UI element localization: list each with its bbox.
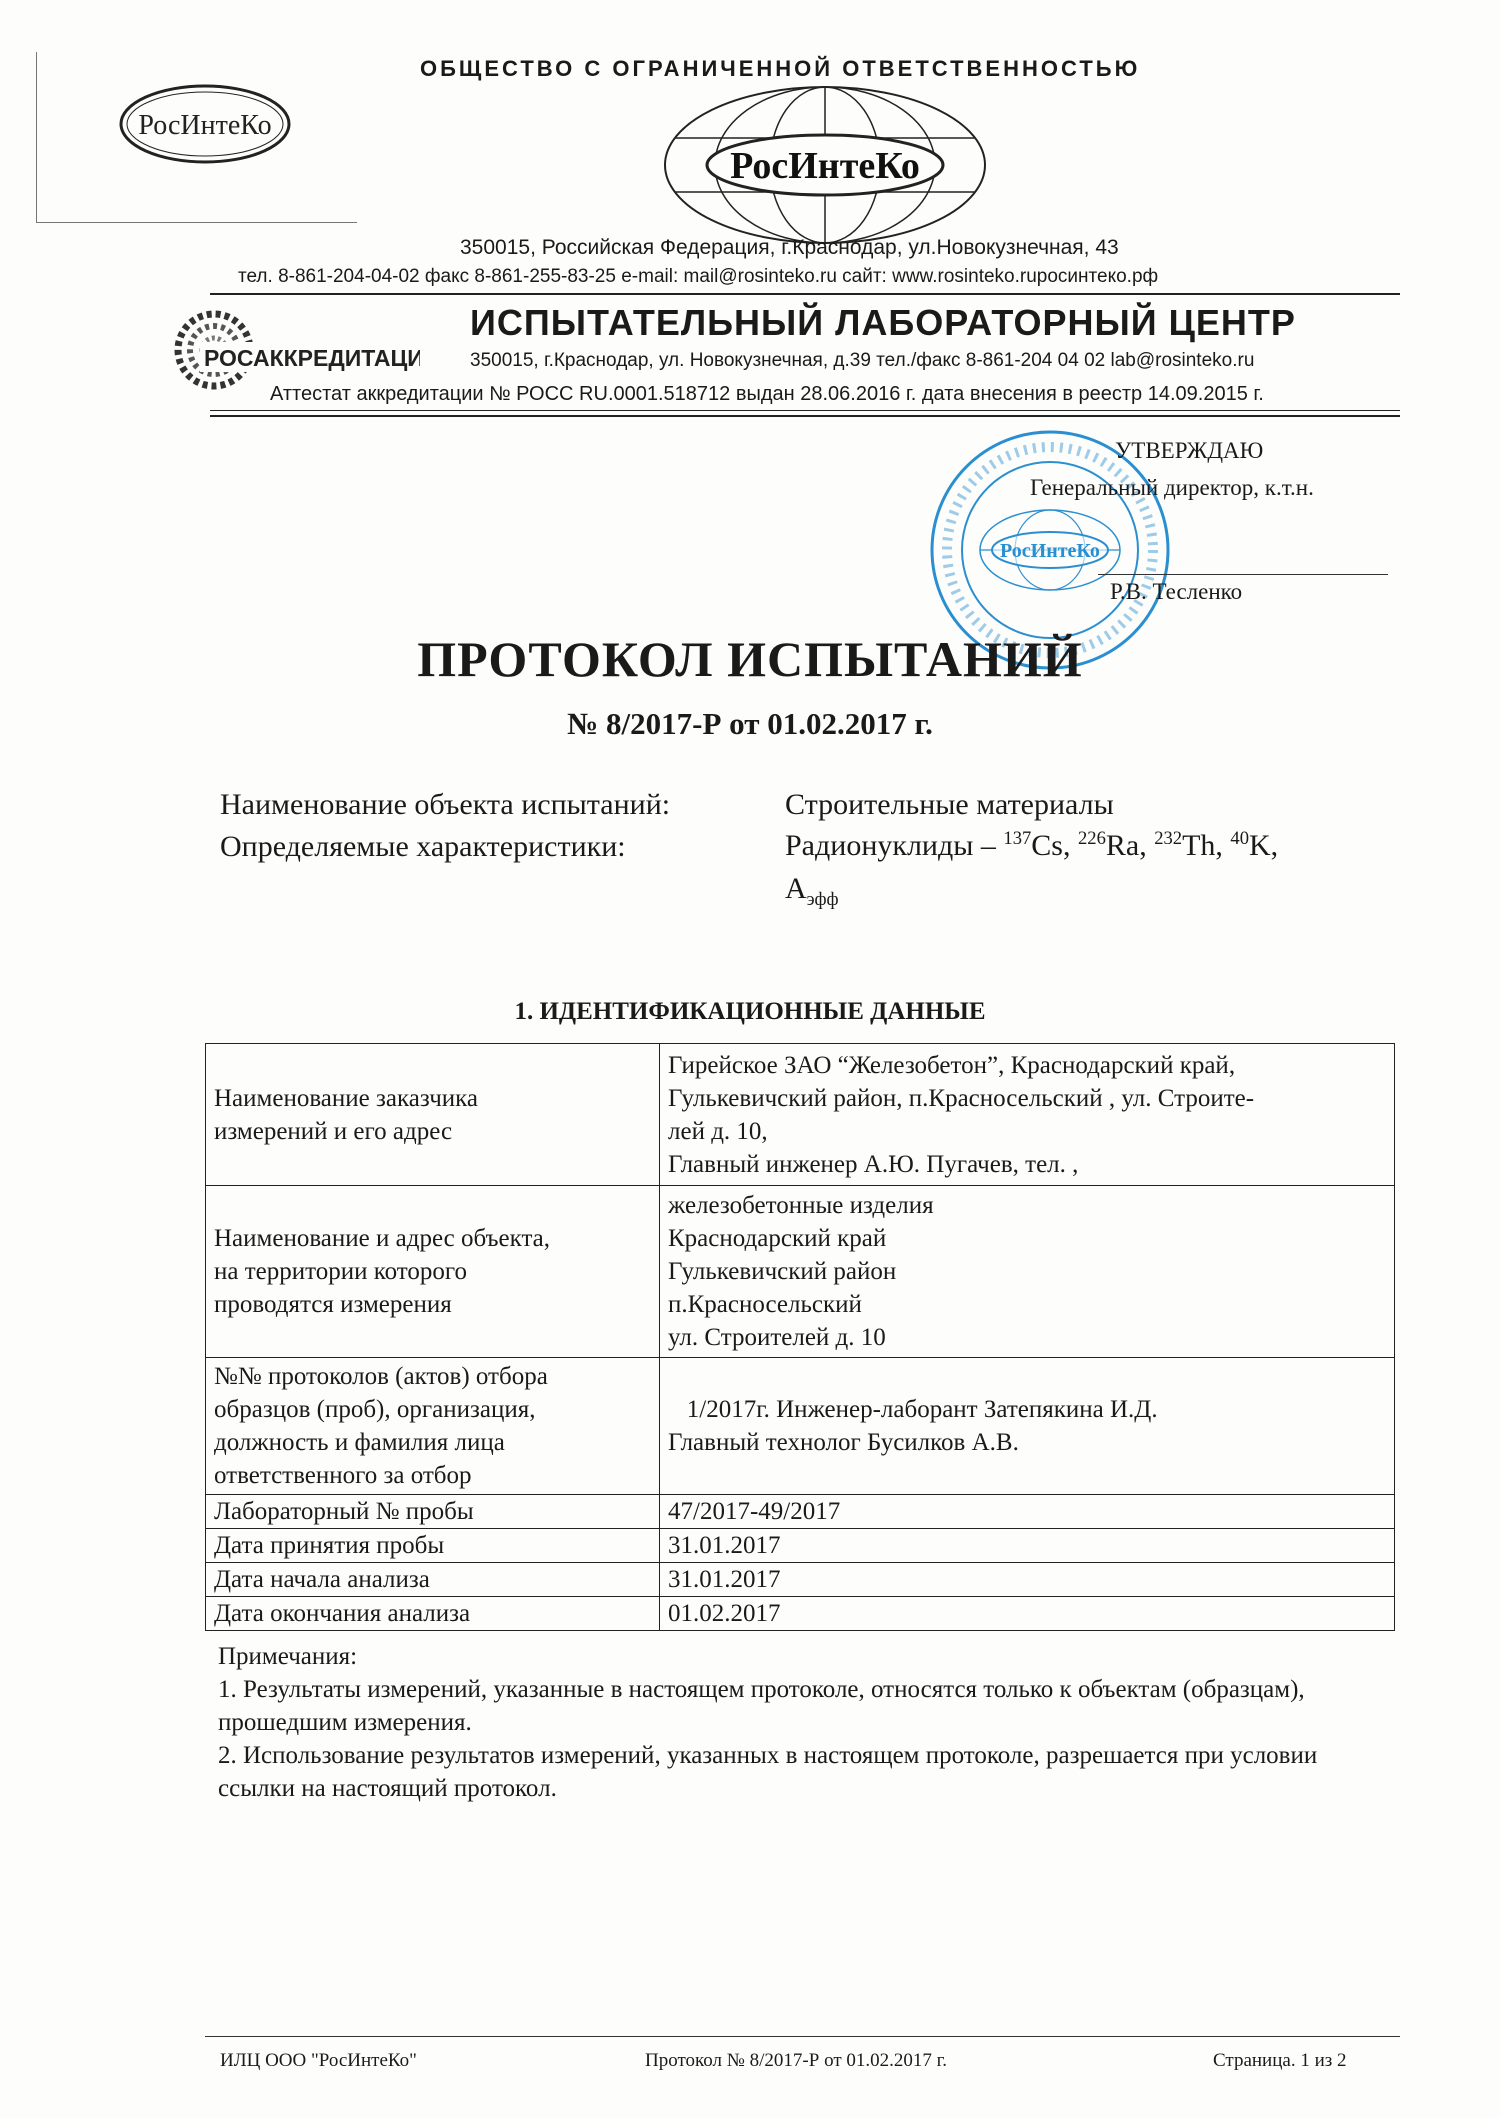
- svg-text:РосИнтеКо: РосИнтеКо: [1000, 540, 1100, 562]
- document-number: № 8/2017-Р от 01.02.2017 г.: [567, 706, 933, 741]
- accreditation-certificate: Аттестат аккредитации № РОСС RU.0001.518712 выдан 28.06.2016 г. дата внесения в реестр 14.09.2015 г.: [270, 383, 1264, 405]
- characteristics-value: Радионуклиды – $^{137}$Cs, $^{226}$Ra, $^{232}$Th, $^{40}$K,: [785, 828, 1279, 862]
- approver-name: Р.В. Тесленко: [1110, 579, 1243, 604]
- note-item: 1. Результаты измерений, указанные в настоящем протоколе, относятся только к объектам (образцам), прошедшим измерения.: [218, 1676, 1305, 1736]
- effective-activity-value: $А_{эфф}$: [785, 872, 839, 910]
- lab-center-address: 350015, г.Краснодар, ул. Новокузнечная, д.39 тел./факс 8-861-204 04 02 lab@rosinteko.ru: [470, 350, 1255, 371]
- table-cell-label: Дата окончания анализа: [206, 1597, 660, 1631]
- table-row: [206, 1044, 1395, 1186]
- company-logo-small: [36, 52, 357, 223]
- table-row: [206, 1358, 1395, 1495]
- table-cell-value: 31.01.2017: [660, 1529, 1395, 1563]
- svg-text:РОСАККРЕДИТАЦИЯ: РОСАККРЕДИТАЦИЯ: [204, 345, 420, 371]
- table-cell-value: 01.02.2017: [660, 1597, 1395, 1631]
- header-divider: [210, 293, 1400, 295]
- table-cell-value: 1/2017г. Инженер-лаборант Затепякина И.Д. Главный технолог Бусилков А.В.: [660, 1358, 1395, 1495]
- table-cell-label: Дата начала анализа: [206, 1563, 660, 1597]
- table-row: [206, 1529, 1395, 1563]
- svg-text:РосИнтеКо: РосИнтеКо: [730, 145, 920, 187]
- table-cell-value: 31.01.2017: [660, 1563, 1395, 1597]
- table-cell-label: Дата принятия пробы: [206, 1529, 660, 1563]
- notes-block: [218, 1640, 1398, 1805]
- notes-title: Примечания:: [218, 1643, 358, 1670]
- table-cell-label: Лабораторный № пробы: [206, 1495, 660, 1529]
- table-row: [206, 1563, 1395, 1597]
- table-cell-label: №№ протоколов (актов) отбора образцов (проб), организация, должность и фамилия лица ответственного за отбор: [206, 1358, 660, 1495]
- table-cell-value: железобетонные изделия Краснодарский край Гулькевичский район п.Красносельский ул. Строителей д. 10: [660, 1186, 1395, 1358]
- test-object-label: Наименование объекта испытаний:: [220, 788, 671, 821]
- approver-position: Генеральный директор, к.т.н.: [1030, 475, 1314, 500]
- footer-protocol-ref: Протокол № 8/2017-Р от 01.02.2017 г.: [645, 2050, 948, 2071]
- company-contacts: тел. 8-861-204-04-02 факс 8-861-255-83-25 e-mail: mail@rosinteko.ru сайт: www.rosinteko.ruросинтеко.рф: [238, 266, 1159, 287]
- signature-line: [1098, 574, 1388, 575]
- table-cell-label: Наименование заказчика измерений и его адрес: [206, 1044, 660, 1186]
- approve-label: УТВЕРЖДАЮ: [1115, 438, 1264, 463]
- table-cell-label: Наименование и адрес объекта, на территории которого проводятся измерения: [206, 1186, 660, 1358]
- table-cell-value: 47/2017-49/2017: [660, 1495, 1395, 1529]
- company-logo-globe: [640, 80, 1010, 250]
- table-cell-value: Гирейское ЗАО “Железобетон”, Краснодарский край, Гулькевичский район, п.Красносельский , ул. Строите- лей д. 10, Главный инженер А.Ю. Пугачев, тел. ,: [660, 1044, 1395, 1186]
- company-address: 350015, Российская Федерация, г.Краснодар, ул.Новокузнечная, 43: [460, 236, 1119, 259]
- header-double-divider: [210, 410, 1400, 417]
- table-row: [206, 1597, 1395, 1631]
- note-item: 2. Использование результатов измерений, указанных в настоящем протоколе, разрешается при условии ссылки на настоящий протокол.: [218, 1742, 1318, 1802]
- characteristics-label: Определяемые характеристики:: [220, 830, 626, 863]
- svg-text:РосИнтеКо: РосИнтеКо: [138, 110, 272, 141]
- table-row: [206, 1186, 1395, 1358]
- identification-table: [205, 1043, 1395, 1631]
- section-title: 1. ИДЕНТИФИКАЦИОННЫЕ ДАННЫЕ: [514, 998, 986, 1025]
- footer-organization: ИЛЦ ООО "РосИнтеКо": [220, 2050, 417, 2071]
- footer-divider: [205, 2036, 1400, 2037]
- document-title: ПРОТОКОЛ ИСПЫТАНИЙ: [417, 631, 1083, 687]
- lab-center-title: ИСПЫТАТЕЛЬНЫЙ ЛАБОРАТОРНЫЙ ЦЕНТР: [470, 302, 1296, 343]
- footer-page-number: Страница. 1 из 2: [1213, 2050, 1347, 2071]
- table-row: [206, 1495, 1395, 1529]
- organization-type: ОБЩЕСТВО С ОГРАНИЧЕННОЙ ОТВЕТСТВЕННОСТЬЮ: [420, 56, 1141, 81]
- test-object-value: Строительные материалы: [785, 788, 1114, 821]
